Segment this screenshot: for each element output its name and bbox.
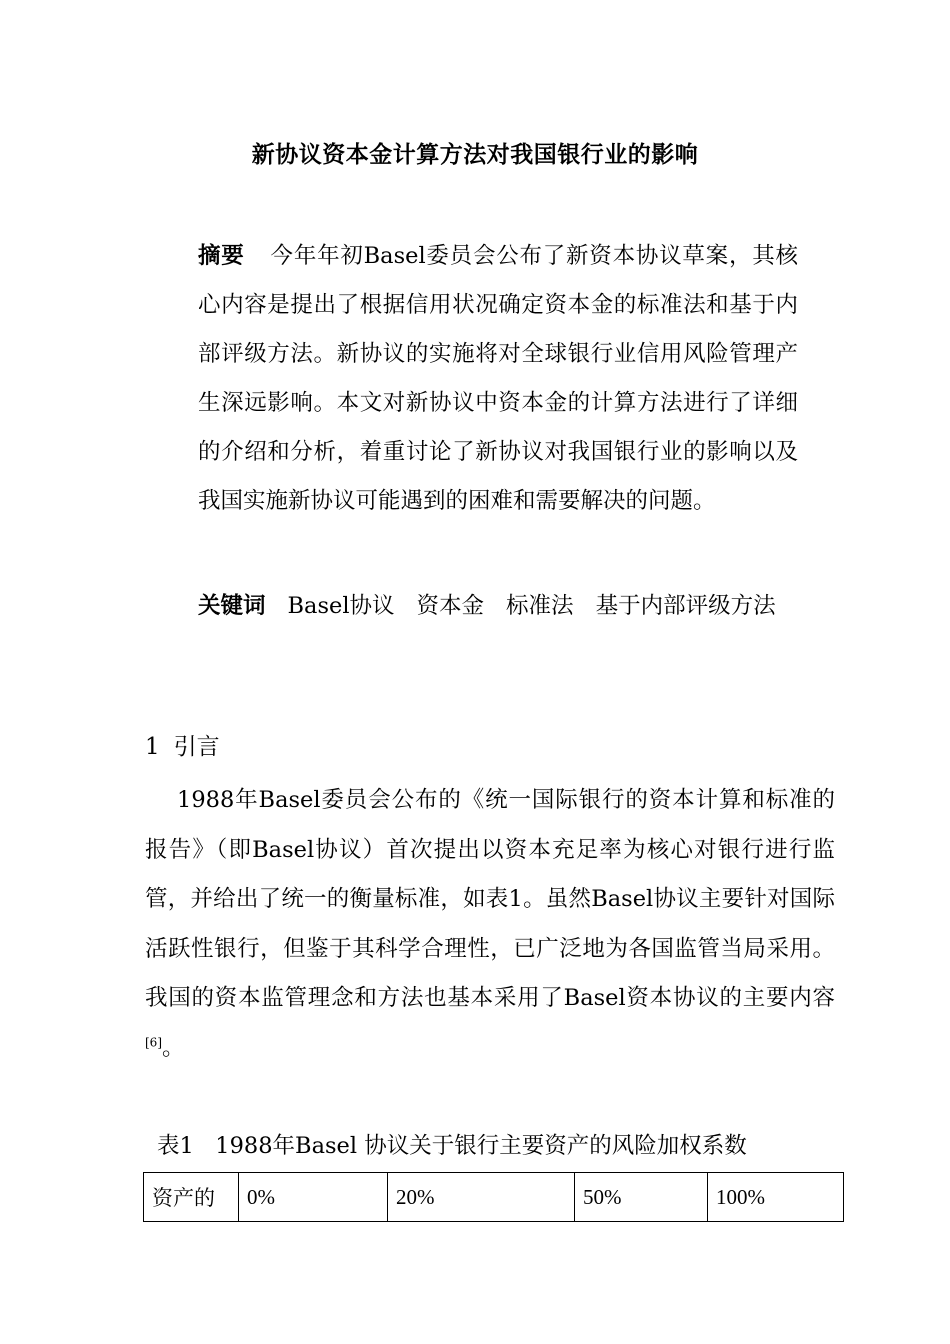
section-heading xyxy=(145,728,220,761)
table-cell: 50% xyxy=(575,1173,708,1222)
abstract xyxy=(198,232,798,526)
table-row-header: 资产的 xyxy=(144,1173,239,1222)
abstract-label: 摘要 xyxy=(198,243,245,269)
keyword-item: Basel协议 xyxy=(287,593,395,619)
keywords xyxy=(198,582,798,631)
table-row xyxy=(144,1173,844,1222)
risk-weight-table xyxy=(143,1172,844,1222)
keyword-item: 基于内部评级方法 xyxy=(595,593,776,619)
citation-ref[interactable]: [6] xyxy=(145,1035,162,1049)
table-cell: 0% xyxy=(239,1173,388,1222)
keywords-label: 关键词 xyxy=(198,593,266,619)
table-cell: 100% xyxy=(708,1173,844,1222)
section-title: 引言 xyxy=(173,734,220,760)
table-cell: 20% xyxy=(388,1173,575,1222)
abstract-text: 今年年初Basel委员会公布了新资本协议草案，其核心内容是提出了根据信用状况确定资本金的标准法和基于内部评级方法。新协议的实施将对全球银行业信用风险管理产生深远影响。本文对新协议中资本金的计算方法进行了详细的介绍和分析，着重讨论了新协议对我国银行业的影响以及我国实施新协议可能遇到的困难和需要解决的问题。 xyxy=(198,243,798,514)
keyword-item: 标准法 xyxy=(506,593,574,619)
keyword-item: 资本金 xyxy=(416,593,485,619)
intro-text-end: 。 xyxy=(162,1034,185,1061)
intro-paragraph xyxy=(145,776,835,1073)
section-number: 1 xyxy=(145,734,160,760)
intro-text: 1988年Basel委员会公布的《统一国际银行的资本计算和标准的报告》（即Basel协议）首次提出以资本充足率为核心对银行进行监管，并给出了统一的衡量标准，如表1。虽然Basel协议主要针对国际活跃性银行，但鉴于其科学合理性，已广泛地为各国监管当局采用。我国的资本监管理念和方法也基本采用了Basel资本协议的主要内容 xyxy=(145,787,835,1011)
page-title: 新协议资本金计算方法对我国银行业的影响 xyxy=(251,142,699,168)
table-caption: 表1 1988年Basel 协议关于银行主要资产的风险加权系数 xyxy=(157,1133,747,1159)
